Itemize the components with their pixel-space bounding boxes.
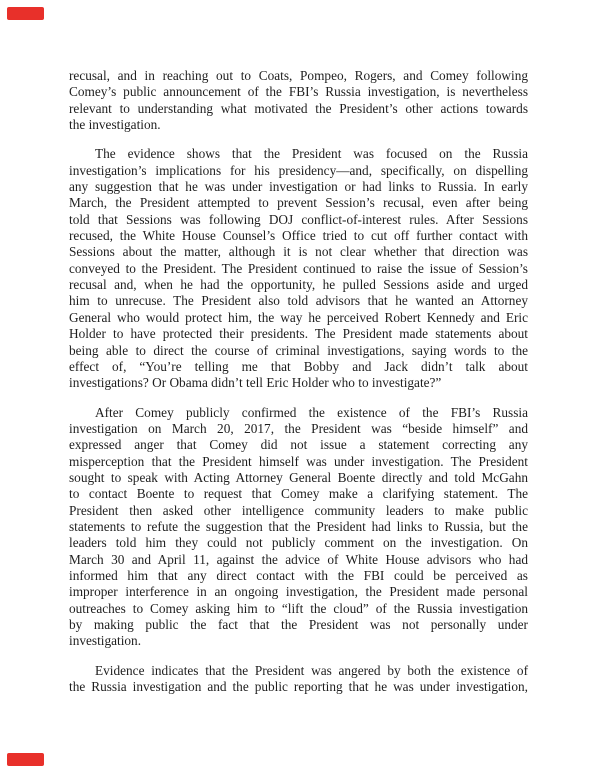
- text-line: informed him that any direct contact with the FBI could be perceived as: [69, 567, 528, 583]
- text-line: him to unrecuse. The President also told advisors that he wanted an Attorney: [69, 293, 528, 309]
- text-line: March, the President attempted to prevent Session’s recusal, even after being: [69, 195, 528, 211]
- text-line: recusal, and in reaching out to Coats, Pompeo, Rogers, and Comey following: [69, 68, 528, 83]
- text-line: any suggestion that he was under investigation or had links to Russia. In early: [69, 179, 528, 195]
- text-line: statements to refute the suggestion that the President had links to Russia, but the: [69, 518, 528, 534]
- text-line: outreaches to Comey asking him to “lift the cloud” of the Russia investigation: [69, 600, 528, 616]
- text-line: effect of, “You’re telling me that Bobby and Jack didn’t talk about: [69, 358, 528, 374]
- paragraph: [69, 146, 528, 391]
- text-line: to contact Boente to request that Comey make a clarifying statement. The: [69, 486, 528, 502]
- text-line: investigation.: [69, 633, 142, 649]
- text-line: Evidence indicates that the President was angered by both the existence of: [95, 662, 528, 678]
- text-line: March 30 and April 11, against the advice of White House advisors who had: [69, 551, 528, 567]
- text-line: conveyed to the President. The President continued to raise the issue of Session’s: [69, 260, 528, 276]
- text-line: the investigation.: [69, 117, 161, 133]
- text-line: Sessions about the matter, although it is not clear whether that direction was: [69, 244, 528, 260]
- document-text-body: [69, 68, 528, 695]
- text-line: investigation’s implications for his presidency—and, specifically, on dispelling: [69, 162, 528, 178]
- paragraph: [69, 405, 528, 650]
- text-line: misperception that the President himself was under investigation. The President: [69, 453, 528, 469]
- text-line: recusal and, when he had the opportunity, he pulled Sessions aside and urged: [69, 277, 528, 293]
- paragraph: [69, 68, 528, 133]
- text-line: investigations? Or Obama didn’t tell Eric Holder who to investigate?”: [69, 375, 442, 391]
- text-line: President then asked other intelligence community leaders to make public: [69, 502, 528, 518]
- text-line: The evidence shows that the President was focused on the Russia: [95, 146, 528, 162]
- red-corner-marker-top-left: [7, 7, 44, 20]
- text-line: by making public the fact that the President was not personally under: [69, 617, 528, 632]
- text-line: the Russia investigation and the public reporting that he was under investigation,: [69, 679, 528, 695]
- text-line: Comey’s public announcement of the FBI’s Russia investigation, is nevertheless: [69, 84, 528, 100]
- text-line: expressed anger that Comey did not issue a statement correcting any: [69, 437, 528, 453]
- text-line: improper interference in an ongoing investigation, the President made personal: [69, 584, 528, 600]
- text-line: Holder to have protected their presidents. The President made statements about: [69, 326, 528, 342]
- text-line: leaders told him they could not publicly comment on the investigation. On: [69, 535, 528, 551]
- text-line: recused, the White House Counsel’s Office tried to cut off further contact with: [69, 228, 528, 244]
- text-line: relevant to understanding what motivated the President’s other actions towards: [69, 100, 528, 116]
- text-line: being able to direct the course of criminal investigations, saying words to the: [69, 342, 528, 358]
- text-line: sought to speak with Acting Attorney General Boente directly and told McGahn: [69, 469, 528, 485]
- text-line: After Comey publicly confirmed the existence of the FBI’s Russia: [95, 404, 528, 420]
- text-line: investigation on March 20, 2017, the President was “beside himself” and: [69, 420, 528, 436]
- red-corner-marker-bottom-left: [7, 753, 44, 766]
- paragraph: [69, 663, 528, 696]
- text-line: told that Sessions was following DOJ conflict-of-interest rules. After Sessions: [69, 211, 528, 227]
- text-line: General who would protect him, the way he perceived Robert Kennedy and Eric: [69, 309, 528, 325]
